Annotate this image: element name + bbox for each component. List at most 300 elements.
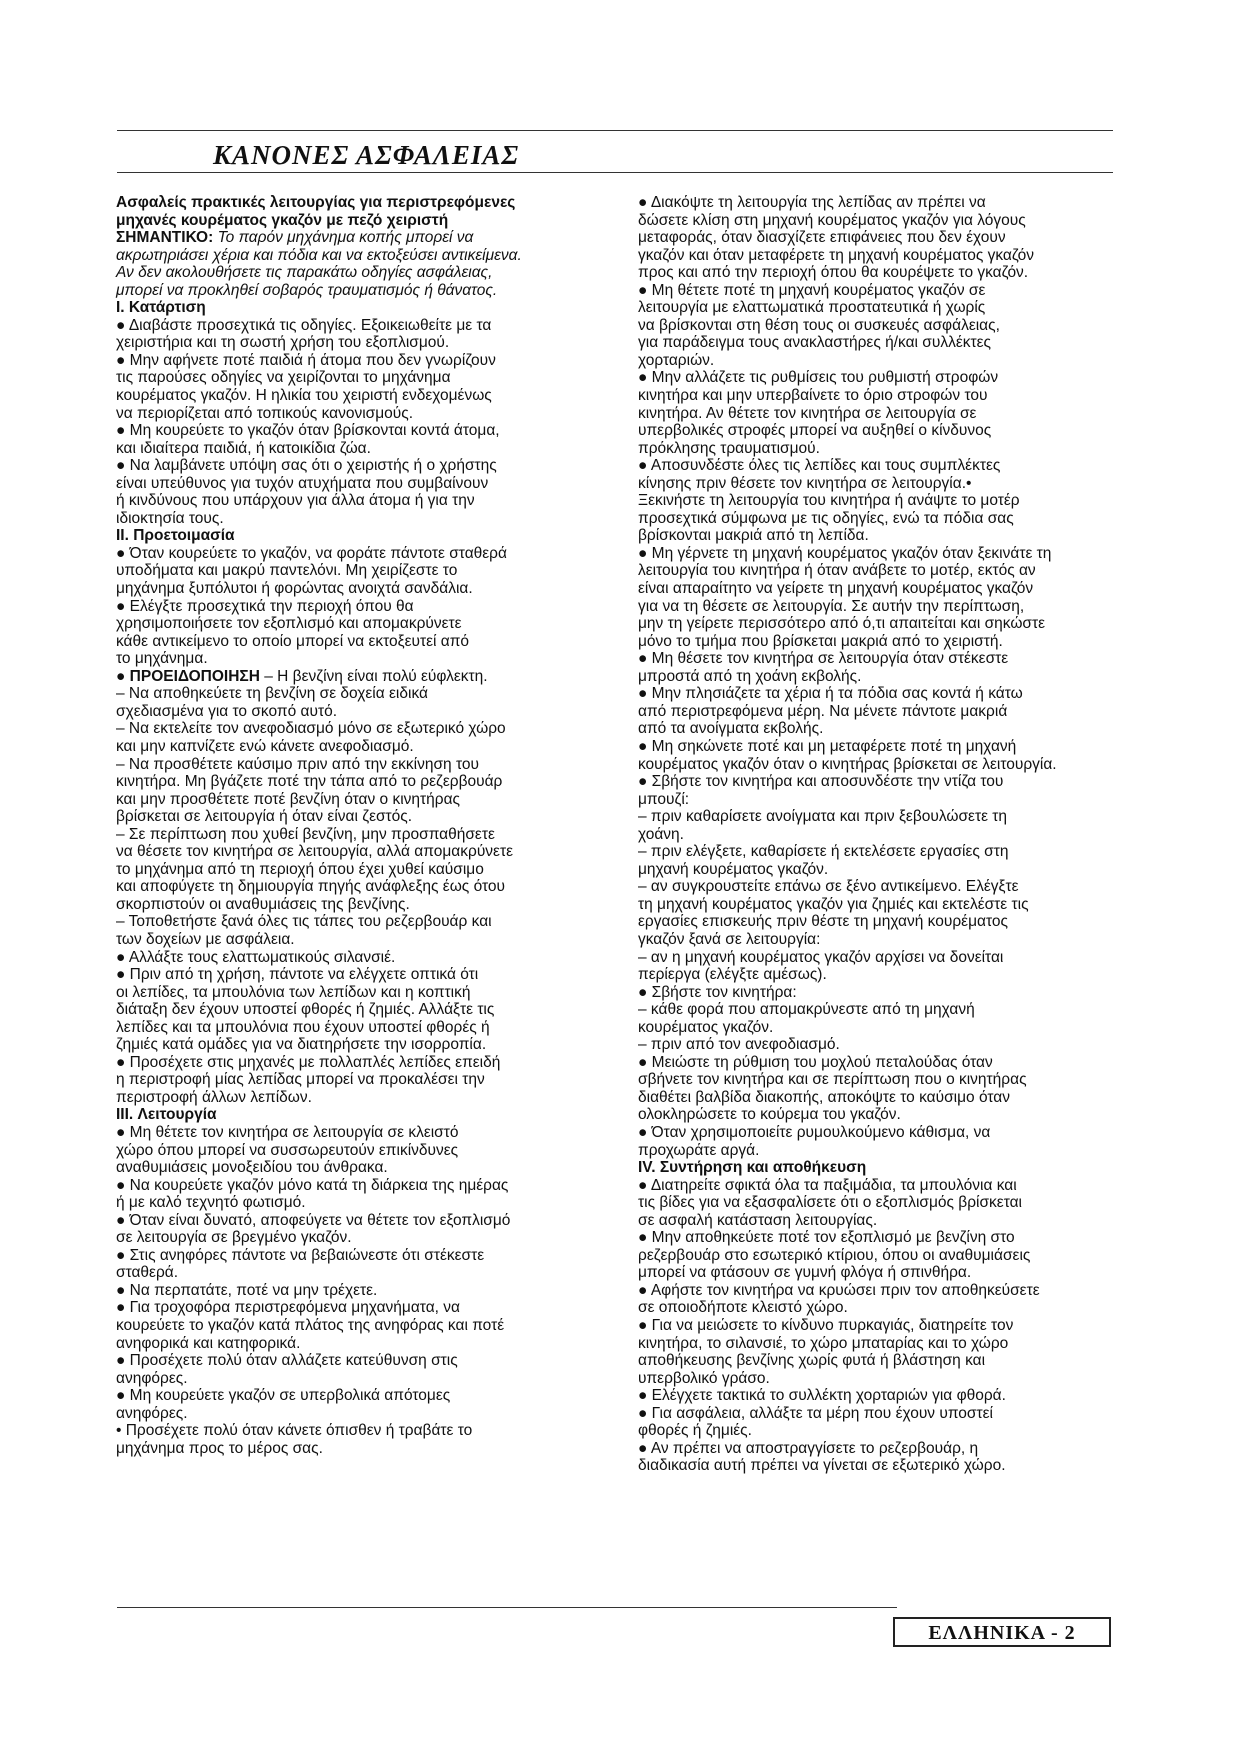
text-line	[116, 1370, 634, 1388]
text-line	[116, 598, 634, 616]
text-line	[116, 773, 634, 791]
body-text: ● Μη κουρεύετε γκαζόν σε υπερβολικά απότομες	[116, 1387, 451, 1405]
text-line	[116, 352, 634, 370]
body-text: ● Για τροχοφόρα περιστρεφόμενα μηχανήματα, να	[116, 1299, 460, 1317]
text-line	[638, 598, 1158, 616]
body-text: ολοκληρώσετε το κούρεμα του γκαζόν.	[638, 1106, 901, 1124]
text-line	[638, 861, 1158, 879]
text-line	[116, 1299, 634, 1317]
body-text: λειτουργία του κινητήρα ή όταν ανάβετε το μοτέρ, εκτός αν	[638, 562, 1036, 580]
body-text: ● Όταν είναι δυνατό, αποφεύγετε να θέτετε τον εξοπλισμό	[116, 1211, 511, 1229]
body-text: μπροστά από τη χοάνη εκβολής.	[638, 667, 862, 685]
body-text: οι λεπίδες, τα μπουλόνια των λεπίδων και η κοπτική	[116, 983, 471, 1001]
text-line	[638, 1071, 1158, 1089]
text-line	[116, 422, 634, 440]
text-line	[638, 791, 1158, 809]
body-text: προσεχτικά σύμφωνα με τις οδηγίες, ενώ τα πόδια σας	[638, 509, 1014, 527]
body-text: ● Διατηρείτε σφικτά όλα τα παξιμάδια, τα μπουλόνια και	[638, 1176, 1017, 1194]
body-text: • Προσέχετε πολύ όταν κάνετε όπισθεν ή τραβάτε το	[116, 1422, 473, 1440]
body-text: είναι απαραίτητο να γείρετε τη μηχανή κουρέματος γκαζόν	[638, 580, 1034, 598]
text-line	[116, 913, 634, 931]
text-line	[638, 1299, 1158, 1317]
text-line	[638, 1352, 1158, 1370]
body-text: ● Για να μειώσετε το κίνδυνο πυρκαγιάς, διατηρείτε τον	[638, 1317, 1014, 1334]
text-line	[638, 1036, 1158, 1054]
text-line	[638, 633, 1158, 651]
text-line	[116, 545, 634, 563]
text-line	[638, 756, 1158, 774]
body-text: είναι υπεύθυνος για τυχόν ατυχήματα που συμβαίνουν	[116, 474, 489, 492]
body-text: ● Μην αλλάζετε τις ρυθμίσεις του ρυθμιστή στροφών	[638, 369, 999, 387]
text-line	[116, 247, 634, 265]
body-text: ● Σβήστε τον κινητήρα και αποσυνδέστε την ντίζα του	[638, 773, 1004, 791]
body-text: μηχάνημα προς το μέρος σας.	[116, 1439, 323, 1457]
body-text: ανηφορικά και κατηφορικά.	[116, 1334, 301, 1352]
text-line	[638, 492, 1158, 510]
text-line	[116, 510, 634, 528]
body-text: τις παρούσες οδηγίες να χειρίζονται το μηχάνημα	[116, 369, 451, 387]
text-line	[116, 984, 634, 1002]
body-text: ● Αλλάξτε τους ελαττωματικούς σιλανσιέ.	[116, 948, 396, 966]
text-line	[638, 440, 1158, 458]
body-text: κινητήρα. Μη βγάζετε ποτέ την τάπα από το ρεζερβουάρ	[116, 773, 503, 791]
body-text: ● Ελέγξτε προσεχτικά την περιοχή όπου θα	[116, 597, 414, 615]
body-text: από τα ανοίγματα εκβολής.	[638, 720, 824, 738]
bold-text: II. Προετοιμασία	[116, 527, 235, 545]
body-text: κουρέματος γκαζόν. Η ηλικία του χειριστή ενδεχομένως	[116, 387, 492, 405]
body-text: τη μηχανή κουρέματος γκαζόν για ζημιές και εκτελέστε τις	[638, 895, 1029, 913]
text-line	[116, 1124, 634, 1142]
body-text: υπερβολικό γράσο.	[638, 1369, 770, 1387]
text-line	[638, 317, 1158, 335]
body-text: κουρέματος γκαζόν όταν ο κινητήρας βρίσκεται σε λειτουργία.	[638, 755, 1057, 773]
body-text: πρόκλησης τραυματισμού.	[638, 439, 820, 457]
text-line	[638, 527, 1158, 545]
body-text: να βρίσκονται στη θέση τους οι συσκευές ασφάλειας,	[638, 316, 1000, 334]
text-line	[116, 387, 634, 405]
body-text: – Σε περίπτωση που χυθεί βενζίνη, μην προσπαθήσετε	[116, 825, 495, 843]
text-line	[638, 1212, 1158, 1230]
text-line	[638, 668, 1158, 686]
body-text: σε ασφαλή κατάσταση λειτουργίας.	[638, 1211, 878, 1229]
body-text: δώσετε κλίση στη μηχανή κουρέματος γκαζόν για λόγους	[638, 211, 1026, 229]
text-line	[116, 492, 634, 510]
text-line	[638, 896, 1158, 914]
right-column	[638, 194, 1158, 1475]
text-line	[116, 1159, 634, 1177]
text-line	[116, 1352, 634, 1370]
body-text: για παράδειγμα τους ανακλαστήρες ή/και συλλέκτες	[638, 334, 991, 352]
bold-text: IV. Συντήρηση και αποθήκευση	[638, 1159, 867, 1177]
text-line	[116, 843, 634, 861]
body-text: ή με καλό τεχνητό φωτισμό.	[116, 1194, 306, 1212]
text-line	[116, 1440, 634, 1458]
text-line	[116, 650, 634, 668]
text-line	[116, 1036, 634, 1054]
text-line	[638, 808, 1158, 826]
italic-text: Αν δεν ακολουθήσετε τις παρακάτω οδηγίες ασφάλειας,	[116, 264, 493, 282]
text-line	[116, 1229, 634, 1247]
body-text: εργασίες επισκευής πριν θέστε τη μηχανή κουρέματος	[638, 913, 1008, 931]
text-line	[116, 738, 634, 756]
page-title: ΚΑΝΟΝΕΣ ΑΣΦΑΛΕΙΑΣ	[213, 140, 520, 170]
text-line	[116, 1422, 634, 1440]
text-line	[116, 1247, 634, 1265]
body-text: ● Ελέγχετε τακτικά το συλλέκτη χορταριών για φθορά.	[638, 1387, 1006, 1405]
text-line	[116, 703, 634, 721]
text-line	[116, 808, 634, 826]
body-text: λεπίδες και τα μπουλόνια που έχουν υποστεί φθορές ή	[116, 1018, 490, 1036]
body-text: αναθυμιάσεις μονοξειδίου του άνθρακα.	[116, 1159, 388, 1177]
body-text: σχεδιασμένα για το σκοπό αυτό.	[116, 702, 337, 720]
body-text: ανηφόρες.	[116, 1404, 188, 1422]
body-text: χειριστήρια και τη σωστή χρήση του εξοπλισμού.	[116, 334, 450, 352]
text-line	[116, 1405, 634, 1423]
text-line	[638, 194, 1158, 212]
text-line	[638, 212, 1158, 230]
body-text: κίνησης πριν θέσετε τον κινητήρα σε λειτουργία.•	[638, 474, 972, 492]
text-line	[638, 1387, 1158, 1405]
body-text: – κάθε φορά που απομακρύνεστε από τη μηχανή	[638, 1001, 975, 1019]
body-text: – Να αποθηκεύετε τη βενζίνη σε δοχεία ειδικά	[116, 685, 428, 703]
body-text: ● Όταν χρησιμοποιείτε ρυμουλκούμενο κάθισμα, να	[638, 1123, 991, 1141]
text-line	[638, 229, 1158, 247]
body-text: κινητήρα, το σιλανσιέ, το χώρο μπαταρίας και το χώρο	[638, 1334, 1009, 1352]
bottom-rule	[117, 1607, 897, 1608]
body-text: κινητήρα και μην υπερβαίνετε το όριο στροφών του	[638, 387, 988, 405]
body-text: από περιστρεφόμενα μέρη. Να μένετε πάντοτε μακριά	[638, 702, 1008, 720]
text-line	[116, 633, 634, 651]
body-text: χορταριών.	[638, 351, 715, 369]
body-text: και μην προσθέτετε ποτέ βενζίνη όταν ο κινητήρας	[116, 790, 461, 808]
body-text: βρίσκονται μακριά από τη λεπίδα.	[638, 527, 869, 545]
text-line	[116, 791, 634, 809]
text-line	[116, 212, 634, 230]
body-text: διαδικασία αυτή πρέπει να γίνεται σε εξωτερικό χώρο.	[638, 1457, 1006, 1475]
body-text: για να τη θέσετε σε λειτουργία. Σε αυτήν την περίπτωση,	[638, 597, 1025, 615]
body-text: διαθέτει βαλβίδα διακοπής, αποκόψτε το καύσιμο όταν	[638, 1088, 1010, 1106]
body-text: Ξεκινήστε τη λειτουργία του κινητήρα ή ανάψτε το μοτέρ	[638, 492, 1020, 510]
text-line	[638, 1124, 1158, 1142]
text-line	[638, 913, 1158, 931]
body-text: και αποφύγετε τη δημιουργία πηγής ανάφλεξης έως ότου	[116, 878, 505, 896]
body-text: και ιδιαίτερα παιδιά, ή κατοικίδια ζώα.	[116, 439, 371, 457]
body-text: ● Μειώστε τη ρύθμιση του μοχλού πεταλούδας όταν	[638, 1053, 993, 1071]
italic-text: μπορεί να προκληθεί σοβαρός τραυματισμός ή θάνατος.	[116, 281, 498, 299]
text-line	[638, 650, 1158, 668]
body-text: κουρεύετε το γκαζόν κατά πλάτος της ανηφόρας και ποτέ	[116, 1317, 505, 1334]
text-line	[638, 1422, 1158, 1440]
text-line	[116, 1019, 634, 1037]
body-text: – αν η μηχανή κουρέματος γκαζόν αρχίσει να δονείται	[638, 948, 1004, 966]
text-line	[638, 387, 1158, 405]
body-text: ● Αν πρέπει να αποστραγγίσετε το ρεζερβουάρ, η	[638, 1439, 979, 1457]
body-text: χοάνη.	[638, 825, 684, 843]
body-text: ρεζερβουάρ στο εσωτερικό κτίριου, όπου οι αναθυμιάσεις	[638, 1246, 1031, 1264]
text-line	[116, 334, 634, 352]
text-line	[638, 931, 1158, 949]
text-line	[638, 1247, 1158, 1265]
body-text: ● Μην αποθηκεύετε ποτέ τον εξοπλισμό με βενζίνη στο	[638, 1229, 1015, 1247]
body-text: ζημιές κατά ομάδες για να διατηρήσετε την ισορροπία.	[116, 1036, 487, 1054]
text-line	[638, 369, 1158, 387]
text-line	[116, 720, 634, 738]
text-line	[638, 405, 1158, 423]
text-line	[638, 422, 1158, 440]
body-text: υποδήματα και μακρύ παντελόνι. Μη χειρίζεστε το	[116, 562, 458, 580]
text-line	[638, 1177, 1158, 1195]
text-line	[638, 773, 1158, 791]
body-text: το μηχάνημα από τη περιοχή όπου έχει χυθεί καύσιμο	[116, 860, 484, 878]
body-text: ● Να λαμβάνετε υπόψη σας ότι ο χειριστής ή ο χρήστης	[116, 457, 497, 475]
bold-text: Ασφαλείς πρακτικές λειτουργίας για περιστρεφόμενες	[116, 194, 516, 211]
body-text: ● Μη σηκώνετε ποτέ και μη μεταφέρετε ποτέ τη μηχανή	[638, 737, 1017, 755]
text-line	[638, 1457, 1158, 1475]
body-text: μπουζί:	[638, 790, 690, 808]
text-line	[116, 878, 634, 896]
body-text: να θέσετε τον κινητήρα σε λειτουργία, αλλά απομακρύνετε	[116, 843, 513, 861]
text-line	[116, 756, 634, 774]
body-text: γκαζόν ξανά σε λειτουργία:	[638, 930, 821, 948]
text-line	[116, 615, 634, 633]
text-line	[638, 510, 1158, 528]
body-text: μόνο το τμήμα που βρίσκεται μακριά από το χειριστή.	[638, 632, 1003, 650]
text-line	[638, 703, 1158, 721]
body-text: χώρο όπου μπορεί να συσσωρευτούν επικίνδυνες	[116, 1141, 459, 1159]
text-line	[638, 878, 1158, 896]
body-text: η περιστροφή μίας λεπίδας μπορεί να προκαλέσει την	[116, 1071, 485, 1089]
text-line	[638, 1106, 1158, 1124]
text-line	[638, 475, 1158, 493]
body-text: – Η βενζίνη είναι πολύ εύφλεκτη.	[259, 667, 488, 685]
text-line	[638, 1282, 1158, 1300]
body-text: προχωράτε αργά.	[638, 1141, 760, 1159]
text-line	[116, 1282, 634, 1300]
text-line	[116, 457, 634, 475]
text-line	[638, 282, 1158, 300]
text-line	[116, 299, 634, 317]
body-text: ● Αποσυνδέστε όλες τις λεπίδες και τους συμπλέκτες	[638, 457, 1001, 475]
body-text: κάθε αντικείμενο το οποίο μπορεί να εκτοξευτεί από	[116, 632, 470, 650]
body-text: ● Να κουρεύετε γκαζόν μόνο κατά τη διάρκεια της ημέρας	[116, 1176, 509, 1194]
text-line	[638, 720, 1158, 738]
body-text: ● Μην πλησιάζετε τα χέρια ή τα πόδια σας κοντά ή κάτω	[638, 685, 1023, 703]
text-line	[116, 229, 634, 247]
body-text: ● Διαβάστε προσεχτικά τις οδηγίες. Εξοικειωθείτε με τα	[116, 316, 492, 334]
body-text: ● Μη θέσετε τον κινητήρα σε λειτουργία όταν στέκεστε	[638, 650, 1009, 668]
body-text: χρησιμοποιήσετε τον εξοπλισμό και απομακρύνετε	[116, 615, 462, 633]
page-number-label: ΕΛΛΗΝΙΚΑ - 2	[928, 1622, 1076, 1644]
body-text: ● Προσέχετε στις μηχανές με πολλαπλές λεπίδες επειδή	[116, 1053, 501, 1071]
text-line	[116, 861, 634, 879]
body-text: ● Μην αφήνετε ποτέ παιδιά ή άτομα που δεν γνωρίζουν	[116, 351, 496, 369]
text-line	[116, 1142, 634, 1160]
text-line	[116, 282, 634, 300]
body-text: ● Πριν από τη χρήση, πάντοτε να ελέγχετε οπτικά ότι	[116, 966, 479, 984]
text-line	[116, 966, 634, 984]
bold-text: ΣΗΜΑΝΤΙΚΟ:	[116, 229, 214, 247]
text-line	[638, 1089, 1158, 1107]
body-text: των δοχείων με ασφάλεια.	[116, 930, 295, 948]
text-line	[116, 949, 634, 967]
text-line	[116, 1264, 634, 1282]
text-line	[116, 1054, 634, 1072]
body-text: το μηχάνημα.	[116, 650, 208, 668]
text-line	[116, 1194, 634, 1212]
body-text: – αν συγκρουστείτε επάνω σε ξένο αντικείμενο. Ελέγξτε	[638, 878, 1019, 896]
text-line	[116, 580, 634, 598]
text-line	[116, 317, 634, 335]
bold-text: ● ΠΡΟΕΙΔΟΠΟΙΗΣΗ	[116, 667, 260, 685]
body-text: σε λειτουργία σε βρεγμένο γκαζόν.	[116, 1229, 352, 1247]
page-number-box	[893, 1617, 1111, 1647]
text-line	[638, 352, 1158, 370]
text-line	[638, 457, 1158, 475]
text-line	[638, 615, 1158, 633]
text-line	[116, 562, 634, 580]
body-text: προς και από την περιοχή όπου θα κουρέψετε το γκαζόν.	[638, 264, 1029, 282]
text-line	[116, 1177, 634, 1195]
body-text: γκαζόν και όταν μεταφέρετε τη μηχανή κουρέματος γκαζόν	[638, 246, 1035, 264]
body-text: ● Σβήστε τον κινητήρα:	[638, 983, 797, 1001]
text-line	[116, 1089, 634, 1107]
body-text: ● Διακόψτε τη λειτουργία της λεπίδας αν πρέπει να	[638, 194, 986, 211]
body-text: ● Μη θέτετε ποτέ τη μηχανή κουρέματος γκαζόν σε	[638, 281, 986, 299]
bold-text: μηχανές κουρέματος γκαζόν με πεζό χειριστή	[116, 211, 449, 229]
text-line	[638, 1142, 1158, 1160]
body-text: και μην καπνίζετε ενώ κάνετε ανεφοδιασμό.	[116, 737, 414, 755]
body-text: περίεργα (ελέγξτε αμέσως).	[638, 966, 827, 984]
text-line	[638, 580, 1158, 598]
text-line	[638, 1440, 1158, 1458]
text-line	[116, 194, 634, 212]
top-rule	[117, 130, 1113, 131]
text-line	[116, 896, 634, 914]
text-line	[638, 685, 1158, 703]
body-text: σβήνετε τον κινητήρα και σε περίπτωση που ο κινητήρας	[638, 1071, 1027, 1089]
text-line	[638, 1335, 1158, 1353]
body-text: υπερβολικές στροφές μπορεί να αυξηθεί ο κίνδυνος	[638, 422, 992, 440]
text-line	[638, 949, 1158, 967]
body-text: σε οποιοδήποτε κλειστό χώρο.	[638, 1299, 848, 1317]
body-text: ανηφόρες.	[116, 1369, 188, 1387]
text-line	[638, 1054, 1158, 1072]
text-line	[638, 545, 1158, 563]
body-text: λειτουργία με ελαττωματικά προστατευτικά ή χωρίς	[638, 299, 986, 317]
text-line	[638, 334, 1158, 352]
text-line	[116, 1387, 634, 1405]
text-line	[116, 369, 634, 387]
body-text: ● Όταν κουρεύετε το γκαζόν, να φοράτε πάντοτε σταθερά	[116, 544, 507, 562]
text-line	[638, 843, 1158, 861]
text-line	[638, 1194, 1158, 1212]
body-text: – Τοποθετήστε ξανά όλες τις τάπες του ρεζερβουάρ και	[116, 913, 492, 931]
bold-text: I. Κατάρτιση	[116, 299, 206, 317]
text-line	[638, 1019, 1158, 1037]
text-line	[638, 1264, 1158, 1282]
body-text: μπορεί να φτάσουν σε γυμνή φλόγα ή σπινθήρα.	[638, 1264, 972, 1282]
text-line	[116, 1335, 634, 1353]
body-text: διάταξη δεν έχουν υποστεί φθορές ή ζημιές. Αλλάξτε τις	[116, 1001, 495, 1019]
body-text: ● Μη θέτετε τον κινητήρα σε λειτουργία σε κλειστό	[116, 1123, 459, 1141]
text-line	[116, 264, 634, 282]
text-line	[116, 1212, 634, 1230]
body-text: ● Στις ανηφόρες πάντοτε να βεβαιώνεστε ότι στέκεστε	[116, 1246, 485, 1264]
text-line	[116, 931, 634, 949]
text-line	[116, 1317, 634, 1335]
body-text: ● Μη γέρνετε τη μηχανή κουρέματος γκαζόν όταν ξεκινάτε τη	[638, 544, 1052, 562]
body-text: – πριν ελέγξετε, καθαρίσετε ή εκτελέσετε εργασίες στη	[638, 843, 1009, 861]
text-line	[638, 966, 1158, 984]
body-text: ● Μη κουρεύετε το γκαζόν όταν βρίσκονται κοντά άτομα,	[116, 422, 500, 440]
text-line	[116, 527, 634, 545]
body-text: ● Προσέχετε πολύ όταν αλλάζετε κατεύθυνση στις	[116, 1352, 458, 1370]
title-underline	[117, 172, 1113, 173]
body-text: ● Να περπατάτε, ποτέ να μην τρέχετε.	[116, 1281, 378, 1299]
text-line	[116, 475, 634, 493]
body-text: μηχάνημα ξυπόλυτοι ή φορώντας ανοιχτά σανδάλια.	[116, 580, 473, 598]
left-column	[116, 194, 634, 1457]
text-line	[638, 299, 1158, 317]
text-line	[116, 1106, 634, 1124]
body-text: σκορπιστούν οι αναθυμιάσεις της βενζίνης.	[116, 895, 410, 913]
body-text: κουρέματος γκαζόν.	[638, 1018, 774, 1036]
body-text: κινητήρα. Αν θέτετε τον κινητήρα σε λειτουργία σε	[638, 404, 977, 422]
body-text: τις βίδες για να εξασφαλίσετε ότι ο εξοπλισμός βρίσκεται	[638, 1194, 1023, 1212]
text-line	[638, 1229, 1158, 1247]
body-text: περιστροφή άλλων λεπίδων.	[116, 1088, 312, 1106]
bold-text: III. Λειτουργία	[116, 1106, 217, 1124]
body-text: να περιορίζεται από τοπικούς κανονισμούς.	[116, 404, 414, 422]
text-line	[116, 1071, 634, 1089]
text-line	[116, 685, 634, 703]
body-text: Το παρόν μηχάνημα κοπής μπορεί να	[213, 229, 474, 247]
body-text: ● Αφήστε τον κινητήρα να κρυώσει πριν τον αποθηκεύσετε	[638, 1281, 1040, 1299]
body-text: ● Για ασφάλεια, αλλάξτε τα μέρη που έχουν υποστεί	[638, 1404, 993, 1422]
text-line	[638, 826, 1158, 844]
text-line	[638, 1405, 1158, 1423]
text-line	[638, 738, 1158, 756]
text-line	[116, 405, 634, 423]
text-line	[638, 984, 1158, 1002]
text-line	[638, 1159, 1158, 1177]
text-line	[638, 1317, 1158, 1335]
text-line	[116, 668, 634, 686]
body-text: – Να εκτελείτε τον ανεφοδιασμό μόνο σε εξωτερικό χώρο	[116, 720, 506, 738]
body-text: ιδιοκτησία τους.	[116, 509, 224, 527]
body-text: ή κινδύνους που υπάρχουν για άλλα άτομα ή για την	[116, 492, 475, 510]
body-text: βρίσκεται σε λειτουργία ή όταν είναι ζεστός.	[116, 808, 413, 826]
body-text: μεταφοράς, όταν διασχίζετε επιφάνειες που δεν έχουν	[638, 229, 1006, 247]
body-text: – πριν καθαρίσετε ανοίγματα και πριν ξεβουλώσετε τη	[638, 808, 1008, 826]
text-line	[638, 1001, 1158, 1019]
text-line	[638, 1370, 1158, 1388]
italic-text: ακρωτηριάσει χέρια και πόδια και να εκτοξεύσει αντικείμενα.	[116, 246, 522, 264]
body-text: μην τη γείρετε περισσότερο από ό,τι απαιτείται και σηκώστε	[638, 615, 1046, 633]
text-line	[638, 562, 1158, 580]
body-text: – Να προσθέτετε καύσιμο πριν από την εκκίνηση του	[116, 755, 479, 773]
text-line	[116, 440, 634, 458]
text-line	[116, 1001, 634, 1019]
body-text: φθορές ή ζημιές.	[638, 1422, 752, 1440]
body-text: μηχανή κουρέματος γκαζόν.	[638, 860, 829, 878]
text-line	[116, 826, 634, 844]
text-line	[638, 264, 1158, 282]
body-text: σταθερά.	[116, 1264, 179, 1282]
body-text: – πριν από τον ανεφοδιασμό.	[638, 1036, 840, 1054]
body-text: αποθήκευσης βενζίνης χωρίς φυτά ή βλάστηση και	[638, 1352, 986, 1370]
text-line	[638, 247, 1158, 265]
